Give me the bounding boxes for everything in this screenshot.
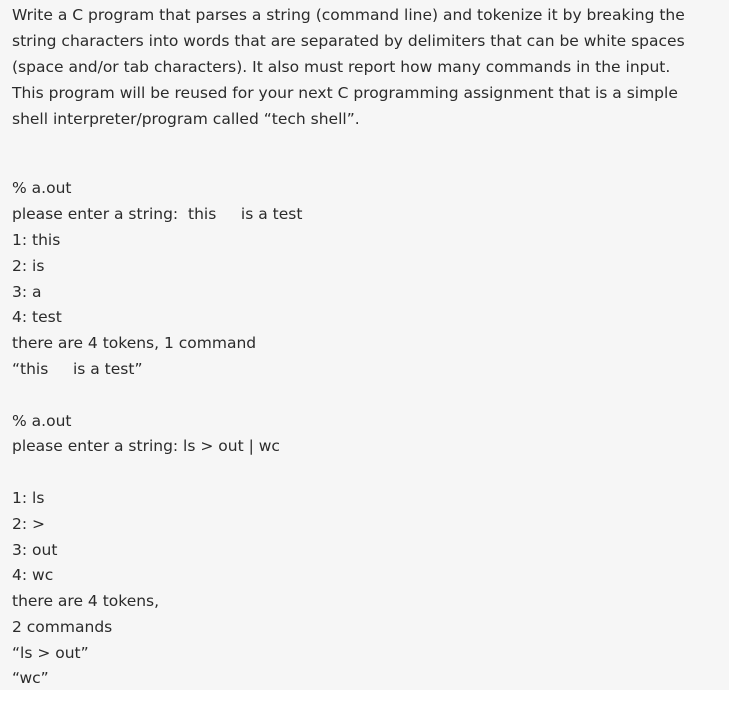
example2-prompt: % a.out	[12, 412, 72, 430]
example1-token: 3: a	[12, 283, 42, 301]
example2-token: 3: out	[12, 541, 58, 559]
example2-token: 2: >	[12, 515, 45, 533]
intro-line: Write a C program that parses a string (command line) and tokenize it by breaking the	[12, 6, 685, 24]
example2-token: 1: ls	[12, 489, 45, 507]
intro-line: string characters into words that are separated by delimiters that can be white spaces	[12, 32, 685, 50]
example1-token: 2: is	[12, 257, 45, 275]
example1-summary: there are 4 tokens, 1 command	[12, 334, 257, 352]
example1-token: 1: this	[12, 231, 61, 249]
intro-line: This program will be reused for your next C programming assignment that is a simple	[12, 84, 678, 102]
example1-prompt: % a.out	[12, 179, 72, 197]
example1-input: please enter a string: this is a test	[12, 205, 303, 223]
example2-token: 4: wc	[12, 566, 54, 584]
example2-summary: 2 commands	[12, 618, 113, 636]
example1-token: 4: test	[12, 308, 62, 326]
example2-command: “ls > out”	[12, 644, 89, 662]
example1-command: “this is a test”	[12, 360, 143, 378]
intro-line: shell interpreter/program called “tech shell”.	[12, 110, 360, 128]
example2-input: please enter a string: ls > out | wc	[12, 437, 280, 455]
example2-command: “wc”	[12, 669, 49, 687]
intro-line: (space and/or tab characters). It also must report how many commands in the input.	[12, 58, 671, 76]
example2-summary: there are 4 tokens,	[12, 592, 160, 610]
